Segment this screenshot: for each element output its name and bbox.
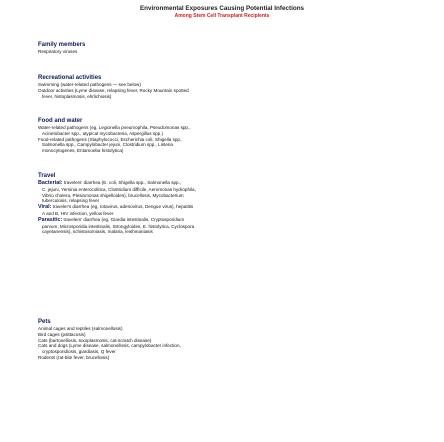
list-item-continuation: fever, histoplasmosis, ehrlichiosis) (42, 93, 112, 99)
list-item-continuation: Vibrio cholera, Plesiomonas shigelloides), brucellosis, Mycobacterium (42, 192, 184, 198)
section-recreational-activities (38, 74, 438, 99)
list-item-continuation: cryptosporidiosis, giardiasis, Q fever (42, 349, 116, 355)
list-item-continuation: tuberculosis, relapsing fever (42, 198, 100, 204)
travel-parasitic-item (38, 217, 438, 224)
section-pets (38, 318, 438, 361)
list-item-continuation: monocytogenes, Entamoeba histolytica) (42, 148, 124, 154)
list-item: Animal cages and reptiles (salmonellosis) (38, 326, 123, 331)
list-item: Outdoor activities (Lyme disease, relapsing fever, Rocky Mountain spotted (38, 87, 189, 93)
list-item: Food-related pathogens (Staphylococci, Escherichia coli, Shigella spp., (38, 136, 183, 142)
list-item-continuation: Acinetobacter spp., atypical mycobacteria, Aspergillus spp.) (42, 130, 164, 136)
viral-text: traveler's diarrhea (eg, rotavirus, adenovirus, Dengue virus), hepatitis (51, 204, 194, 210)
list-item-continuation: Salmonella spp., Campylobacter jejuni, Clostridium spp., Listeria (42, 142, 173, 148)
section-family-members (38, 41, 438, 55)
parasitic-text: travelers' diarrhea (eg, Giardia intestinalis, Cryptosporidium (62, 216, 185, 222)
section-travel (38, 172, 438, 235)
list-item-continuation: cayetanensis), schistosomiasis, malaria, leishmaniasis (42, 229, 153, 235)
section-heading: Food and water (38, 118, 83, 124)
section-heading: Pets (38, 319, 51, 325)
list-item: Respiratory viruses (38, 49, 78, 54)
list-item-continuation: parvum, Microsporidia intestinalis, Strongyloides, E. histolytica, Cyclospora (42, 223, 195, 229)
section-heading: Travel (38, 173, 56, 179)
bacterial-label: Bacterial: (38, 180, 63, 186)
bacterial-text: travelers' diarrhea (E. coli, Shigella spp., Salmonella spp., (62, 180, 182, 185)
list-item: Water-related pathogens (eg, Legionella pneumophila, Pseudomonas spp., (38, 125, 191, 130)
viral-label: Viral: (38, 204, 52, 211)
section-heading: Family members (38, 42, 86, 48)
document-subtitle: Among Stem Cell Transplant Recipients (174, 12, 270, 19)
list-item: Swimming (water-related pathogens — see below) (38, 82, 141, 87)
list-item: Rodents (rat-bite fever, brucellosis) (38, 354, 110, 360)
section-food-and-water (38, 117, 438, 154)
list-item-continuation: C. jejuni, Yersinia enterocolitica, Clostridium difficile, Aeromonas hydrophila, (42, 186, 196, 192)
travel-viral-item (38, 204, 438, 211)
parasitic-label: Parasitic: (38, 216, 63, 223)
list-item: Cats and dogs (Lyme disease, salmonellosis, campylobacter infection, (38, 343, 181, 349)
travel-bacterial-item (38, 180, 438, 187)
list-item: Bird cages (psittacosis) (38, 331, 86, 337)
list-item-continuation: A and B, HIV infection, yellow fever (42, 210, 114, 216)
list-item: Cats (bartonellosis, toxoplasmosis, cat-scratch disease) (38, 337, 152, 343)
section-heading: Recreational activities (38, 75, 102, 81)
document-title: Environmental Exposures Causing Potential Infections (139, 5, 305, 12)
